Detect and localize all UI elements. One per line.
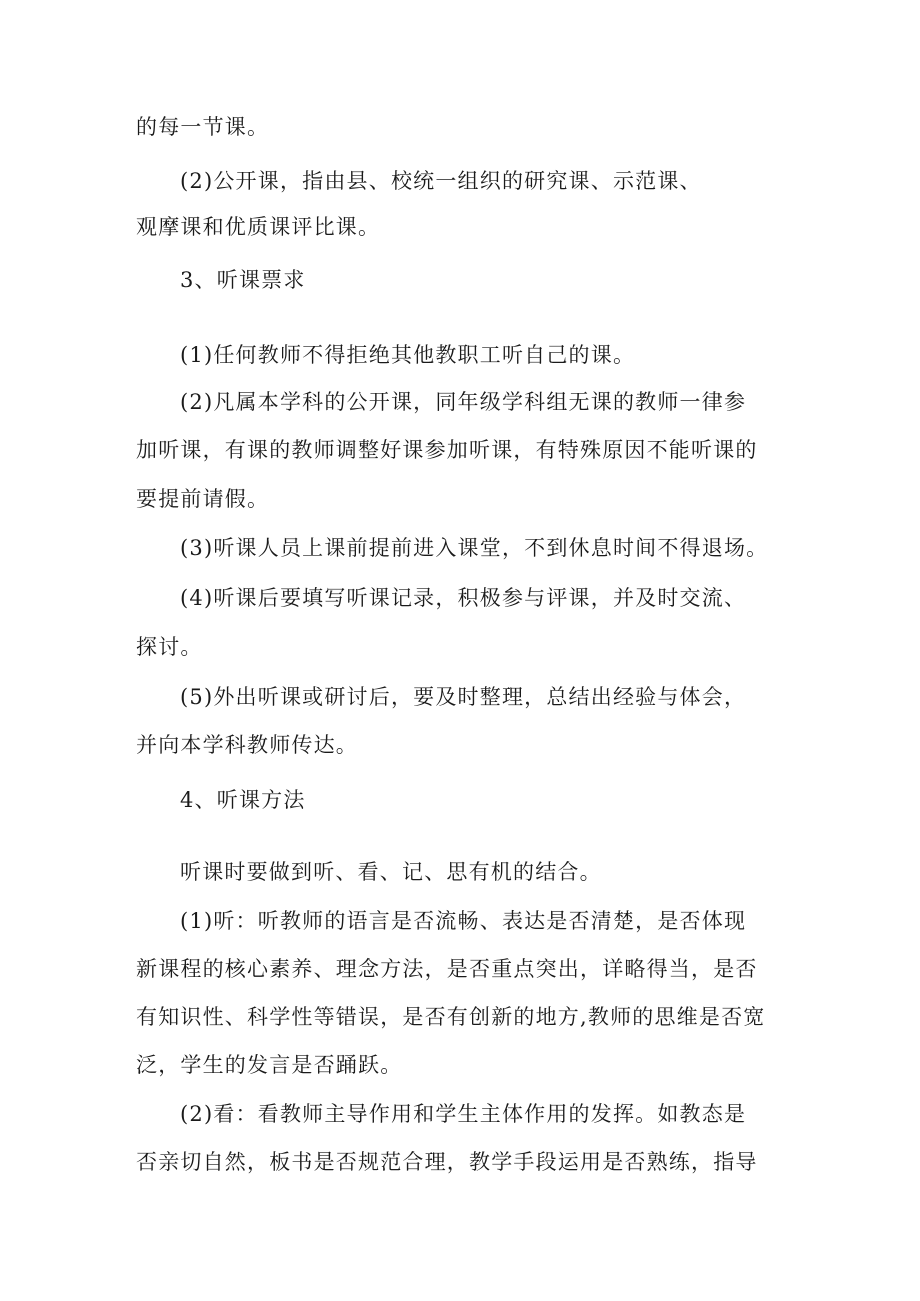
paragraph-line: (3)听课人员上课前提前进入课堂，不到休息时间不得退场。 [180,536,769,560]
section-heading: 3、听课票求 [180,268,306,292]
paragraph-line: 并向本学科教师传达。 [136,733,358,757]
paragraph-line: (2)看：看教师主导作用和学生主体作用的发挥。如教态是 [180,1102,747,1126]
paragraph-line: (2)公开课，指由县、校统一组织的研究课、示范课、 [180,169,702,193]
paragraph-line: (4)听课后要填写听课记录，积极参与评课，并及时交流、 [180,586,747,610]
paragraph-line: 泛，学生的发言是否踊跃。 [136,1053,403,1077]
paragraph-line: (1)听：听教师的语言是否流畅、表达是否清楚，是否体现 [180,909,747,933]
paragraph-line: 听课时要做到听、看、记、思有机的结合。 [180,860,602,884]
section-heading: 4、听课方法 [180,788,306,812]
paragraph-line: 探讨。 [136,635,203,659]
paragraph-line: (2)凡属本学科的公开课，同年级学科组无课的教师一律参 [180,390,747,414]
paragraph-line: 有知识性、科学性等错误，是否有创新的地方,教师的思维是否宽 [136,1005,766,1029]
paragraph-line: 观摩课和优质课评比课。 [136,215,381,239]
paragraph-line: (1)任何教师不得拒绝其他教职工听自己的课。 [180,343,636,367]
paragraph-line: (5)外出听课或研讨后，要及时整理，总结出经验与体会， [180,685,747,709]
paragraph-line: 的每一节课。 [136,115,270,139]
paragraph-line: 新课程的核心素养、理念方法，是否重点突出，详略得当，是否 [136,957,758,981]
paragraph-line: 要提前请假。 [136,487,270,511]
paragraph-line: 否亲切自然，板书是否规范合理，教学手段运用是否熟练，指导 [136,1150,758,1174]
paragraph-line: 加听课，有课的教师调整好课参加听课，有特殊原因不能听课的 [136,438,758,462]
